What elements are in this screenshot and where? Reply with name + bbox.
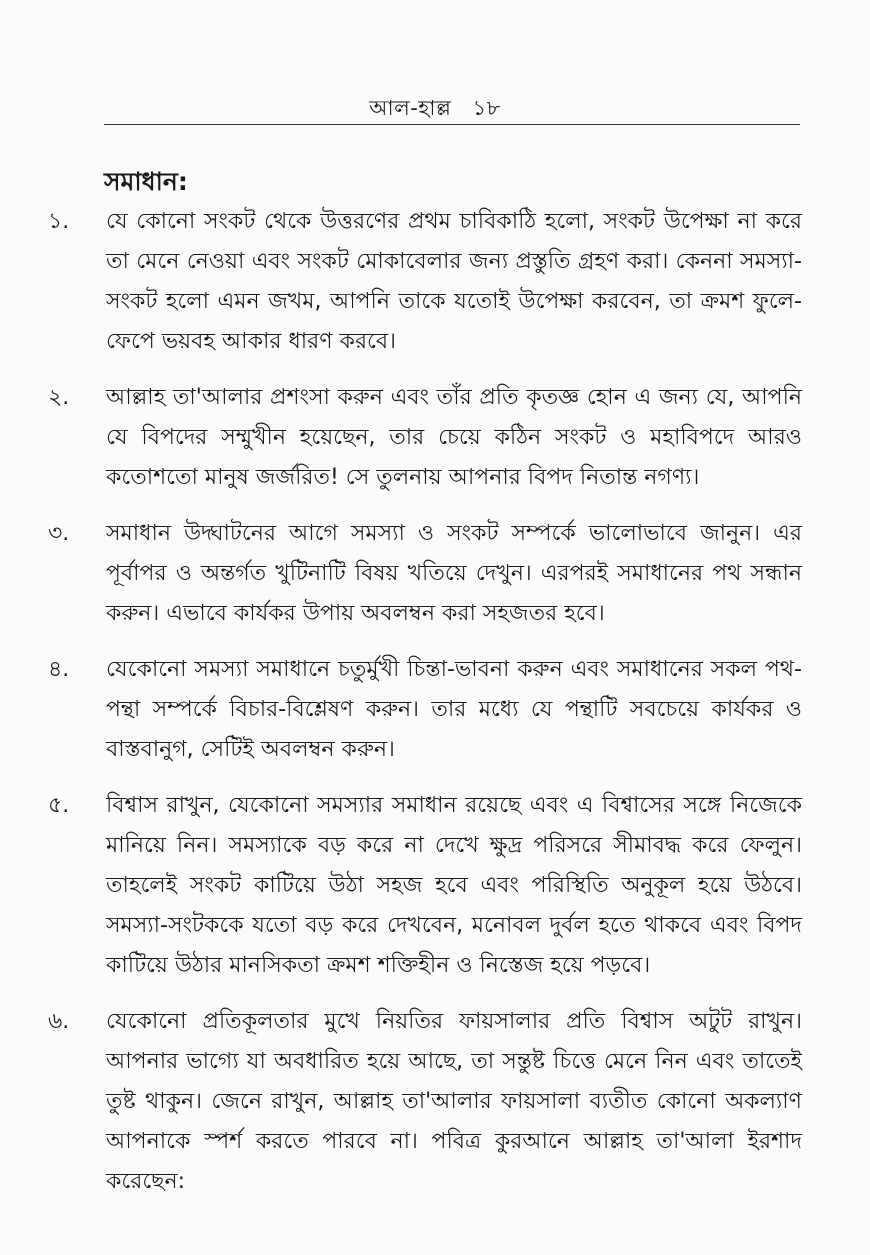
running-header	[0, 92, 870, 127]
item-number: ২.	[48, 385, 70, 410]
list-item-2	[0, 378, 870, 498]
page-number: ১৮	[472, 96, 501, 120]
item-text: সমাধান উদ্ঘাটনের আগে সমস্যা ও সংকট সম্পর্কে ভালোভাবে জানুন। এর পূর্বাপর ও অন্তর্গত খুটিনাটি বিষয় খতিয়ে দেখুন। এরপরই সমাধানের পথ সন্ধান করুন। এভাবে কার্যকর উপায় অবলম্বন করা সহজতর হবে।	[106, 521, 802, 626]
item-text: যেকোনো সমস্যা সমাধানে চতুর্মুখী চিন্তা-ভাবনা করুন এবং সমাধানের সকল পথ-পন্থা সম্পর্কে বিচার-বিশ্লেষণ করুন। তার মধ্যে যে পন্থাটি সবচেয়ে কার্যকর ও বাস্তবানুগ, সেটিই অবলম্বন করুন।	[106, 657, 802, 762]
list-item-5	[0, 786, 870, 986]
list-item-4	[0, 650, 870, 770]
item-number: ৪.	[48, 657, 70, 682]
item-number: ৫.	[48, 793, 70, 818]
numbered-list	[0, 202, 870, 1218]
book-title: আল-হাল্ল	[369, 96, 452, 120]
item-text: যেকোনো প্রতিকূলতার মুখে নিয়তির ফায়সালার প্রতি বিশ্বাস অটুট রাখুন। আপনার ভাগ্যে যা অবধারিত হয়ে আছে, তা সন্তুষ্ট চিত্তে মেনে নিন এবং তাতেই তুষ্ট থাকুন। জেনে রাখুন, আল্লাহ তা'আলার ফায়সালা ব্যতীত কোনো অকল্যাণ আপনাকে স্পর্শ করতে পারবে না। পবিত্র কুরআনে আল্লাহ তা'আলা ইরশাদ করেছেন:	[106, 1009, 802, 1194]
list-item-1	[0, 202, 870, 362]
item-text: বিশ্বাস রাখুন, যেকোনো সমস্যার সমাধান রয়েছে এবং এ বিশ্বাসের সঙ্গে নিজেকে মানিয়ে নিন। সমস্যাকে বড় করে না দেখে ক্ষুদ্র পরিসরে সীমাবদ্ধ করে ফেলুন। তাহলেই সংকট কাটিয়ে উঠা সহজ হবে এবং পরিস্থিতি অনুকূল হয়ে উঠবে। সমস্যা-সংটককে যতো বড় করে দেখবেন, মনোবল দুর্বল হতে থাকবে এবং বিপদ কাটিয়ে উঠার মানসিকতা ক্রমশ শক্তিহীন ও নিস্তেজ হয়ে পড়বে।	[106, 793, 802, 978]
list-item-6	[0, 1002, 870, 1202]
section-heading: সমাধান:	[104, 167, 188, 196]
item-text: যে কোনো সংকট থেকে উত্তরণের প্রথম চাবিকাঠি হলো, সংকট উপেক্ষা না করে তা মেনে নেওয়া এবং সংকট মোকাবেলার জন্য প্রস্তুতি গ্রহণ করা। কেননা সমস্যা-সংকট হলো এমন জখম, আপনি তাকে যতোই উপেক্ষা করবেন, তা ক্রমশ ফুলে-ফেপে ভয়বহ আকার ধারণ করবে।	[106, 209, 802, 354]
header-divider	[104, 124, 800, 125]
item-number: ৩.	[48, 521, 70, 546]
list-item-3	[0, 514, 870, 634]
item-number: ১.	[48, 209, 70, 234]
item-number: ৬.	[48, 1009, 70, 1034]
item-text: আল্লাহ তা'আলার প্রশংসা করুন এবং তাঁর প্রতি কৃতজ্ঞ হোন এ জন্য যে, আপনি যে বিপদের সম্মুখীন হয়েছেন, তার চেয়ে কঠিন সংকট ও মহাবিপদে আরও কতোশতো মানুষ জর্জরিত! সে তুলনায় আপনার বিপদ নিতান্ত নগণ্য।	[106, 385, 802, 490]
